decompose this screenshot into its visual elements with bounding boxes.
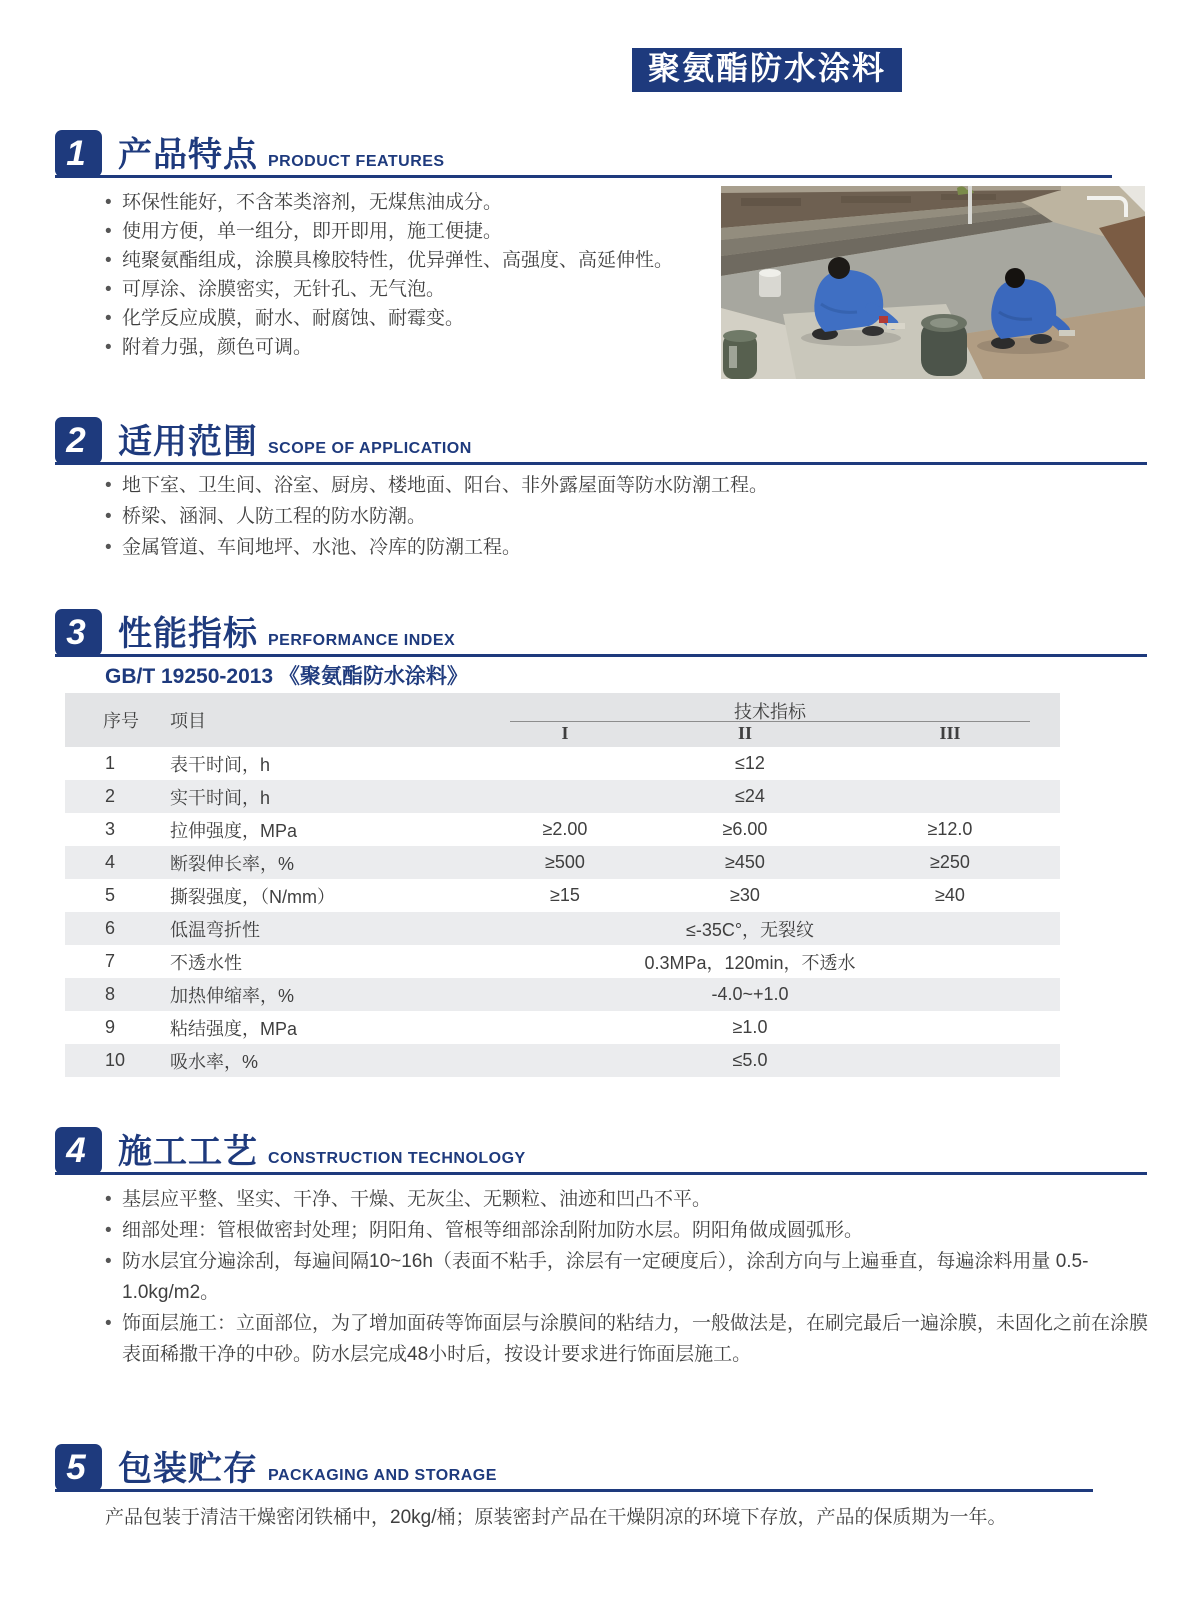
section-number-badge: 1: [55, 130, 102, 177]
cell-value-span: ≤24: [735, 786, 765, 806]
section-header-performance-index: [55, 609, 1147, 657]
cell-item: 吸水率，%: [170, 1051, 259, 1072]
cell-value: ≥40: [935, 885, 965, 905]
table-row: [65, 1011, 1060, 1044]
section-header-packaging-storage: [55, 1444, 1093, 1492]
product-title-banner: 聚氨酯防水涂料: [632, 48, 902, 92]
construction-technology-body: [55, 1184, 1153, 1370]
cell-no: 7: [105, 951, 116, 971]
bullet-item: • 桥梁、涵洞、人防工程的防水防潮。: [105, 501, 1150, 532]
table-row: [65, 879, 1060, 912]
column-header-no: 序号: [103, 710, 139, 731]
cell-item: 实干时间，h: [170, 787, 271, 808]
product-features-list: [105, 188, 715, 379]
section-number-badge: 2: [55, 417, 102, 464]
packaging-storage-text: 产品包装于清洁干燥密闭铁桶中，20kg/桶；原装密封产品在干燥阴凉的环境下存放，产品的保质期为一年。: [105, 1507, 1007, 1528]
cell-value: ≥12.0: [927, 819, 973, 839]
section-subtitle: PACKAGING AND STORAGE: [268, 1467, 497, 1484]
bullet-item: • 地下室、卫生间、浴室、厨房、楼地面、阳台、非外露屋面等防水防潮工程。: [105, 470, 1150, 501]
section-header-scope-of-application: [55, 417, 1147, 465]
cell-item: 拉伸强度，MPa: [170, 820, 298, 841]
section-number-badge: 3: [55, 609, 102, 656]
cell-item: 不透水性: [170, 952, 242, 973]
section-subtitle: SCOPE OF APPLICATION: [268, 440, 472, 457]
cell-value-span: ≤-35C°，无裂纹: [685, 919, 815, 940]
roof-coating-photo-illustration: [721, 186, 1145, 379]
bullet-item: • 环保性能好，不含苯类溶剂，无煤焦油成分。: [105, 188, 715, 217]
section-subtitle: CONSTRUCTION TECHNOLOGY: [268, 1150, 526, 1167]
cell-item: 断裂伸长率，%: [170, 853, 295, 874]
table-row: [65, 945, 1060, 978]
section-number-badge: 4: [55, 1127, 102, 1174]
cell-item: 粘结强度，MPa: [170, 1018, 298, 1039]
cell-value-span: -4.0~+1.0: [711, 984, 789, 1004]
bullet-item: • 化学反应成膜，耐水、耐腐蚀、耐霉变。: [105, 304, 715, 333]
bullet-item: • 附着力强，颜色可调。: [105, 333, 715, 362]
bullet-item: • 防水层宜分遍涂刮，每遍间隔10~16h（表面不粘手，涂层有一定硬度后），涂刮方向与上遍垂直，每遍涂料用量 0.5-1.0kg/m2。: [105, 1246, 1153, 1308]
bullet-item: • 金属管道、车间地坪、水池、冷库的防潮工程。: [105, 532, 1150, 563]
product-photo: [721, 186, 1145, 379]
cell-no: 5: [105, 885, 116, 905]
cell-no: 8: [105, 984, 116, 1004]
table-header: [65, 693, 1060, 747]
cell-no: 2: [105, 786, 116, 806]
cell-no: 1: [105, 753, 116, 773]
cell-no: 10: [105, 1050, 126, 1070]
section-header-construction-technology: [55, 1127, 1147, 1175]
cell-value: ≥450: [725, 852, 765, 872]
bullet-item: • 可厚涂、涂膜密实，无针孔、无气泡。: [105, 275, 715, 304]
cell-value-span: ≤5.0: [732, 1050, 768, 1070]
column-header-grade-1: I: [561, 723, 569, 743]
cell-item: 加热伸缩率，%: [170, 985, 295, 1006]
cell-item: 撕裂强度，（N/mm）: [170, 886, 335, 907]
table-row: [65, 1044, 1060, 1077]
column-header-grade-3: III: [939, 723, 961, 743]
cell-value: ≥500: [545, 852, 585, 872]
cell-no: 3: [105, 819, 116, 839]
section-title: 性能指标: [118, 615, 258, 653]
section-title: 产品特点: [118, 136, 258, 174]
bullet-item: • 纯聚氨酯组成，涂膜具橡胶特性，优异弹性、高强度、高延伸性。: [105, 246, 715, 275]
table-body: [65, 747, 1060, 1077]
scope-list: [105, 470, 1150, 563]
cell-value: ≥2.00: [542, 819, 588, 839]
column-header-technical-index: 技术指标: [510, 694, 1030, 722]
standard-reference: GB/T 19250-2013 《聚氨酯防水涂料》: [105, 665, 468, 688]
cell-no: 4: [105, 852, 116, 872]
section-header-product-features: [55, 130, 1112, 178]
column-header-grade-2: II: [737, 723, 752, 743]
section-subtitle: PRODUCT FEATURES: [268, 153, 445, 170]
table-row: [65, 813, 1060, 846]
column-header-item: 项目: [170, 710, 206, 731]
cell-value-span: 0.3MPa，120min，不透水: [644, 952, 856, 973]
product-features-body: [55, 186, 1145, 379]
table-row: [65, 747, 1060, 780]
section-title: 包装贮存: [118, 1450, 258, 1488]
section-subtitle: PERFORMANCE INDEX: [268, 632, 456, 649]
cell-value: ≥250: [930, 852, 970, 872]
table-row: [65, 780, 1060, 813]
cell-value: ≥15: [550, 885, 580, 905]
section-title: 适用范围: [118, 423, 258, 461]
bullet-item: • 基层应平整、坚实、干净、干燥、无灰尘、无颗粒、油迹和凹凸不平。: [105, 1184, 1153, 1215]
section-title: 施工工艺: [118, 1133, 258, 1171]
scope-of-application-body: [55, 470, 1150, 563]
cell-no: 6: [105, 918, 116, 938]
cell-no: 9: [105, 1017, 116, 1037]
cell-value-span: ≤12: [735, 753, 765, 773]
table-row: [65, 912, 1060, 945]
cell-value-span: ≥1.0: [732, 1017, 768, 1037]
bullet-item: • 细部处理：管根做密封处理；阴阳角、管根等细部涂刮附加防水层。阴阳角做成圆弧形。: [105, 1215, 1153, 1246]
bullet-item: • 饰面层施工：立面部位，为了增加面砖等饰面层与涂膜间的粘结力，一般做法是，在刷完最后一遍涂膜，未固化之前在涂膜表面稀撒干净的中砂。防水层完成48小时后，按设计要求进行饰面层施工。: [105, 1308, 1153, 1370]
cell-value: ≥30: [730, 885, 760, 905]
performance-table: [65, 693, 1060, 1077]
bullet-item: • 使用方便，单一组分，即开即用，施工便捷。: [105, 217, 715, 246]
cell-item: 低温弯折性: [170, 919, 260, 940]
cell-value: ≥6.00: [722, 819, 768, 839]
cell-item: 表干时间，h: [170, 754, 271, 775]
construction-list: [105, 1184, 1153, 1370]
table-row: [65, 978, 1060, 1011]
section-number-badge: 5: [55, 1444, 102, 1491]
table-row: [65, 846, 1060, 879]
